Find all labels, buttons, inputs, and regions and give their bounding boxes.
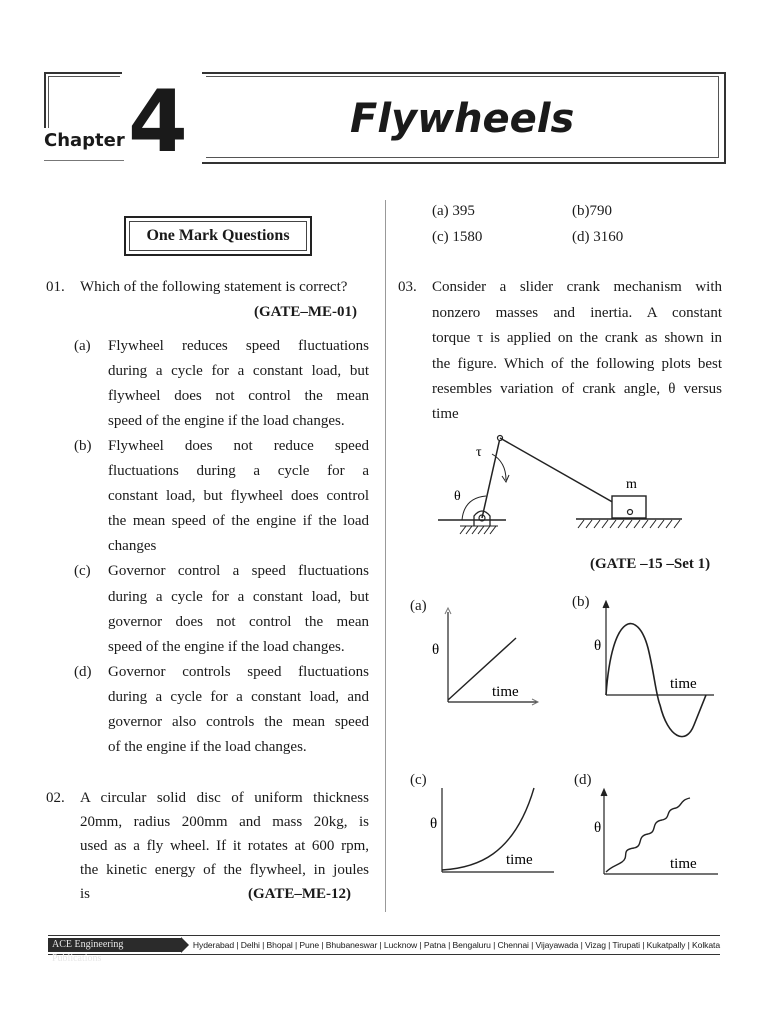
option-text: changes: [108, 538, 157, 554]
footer-arrow-icon: [181, 937, 189, 953]
header-border: [48, 76, 120, 77]
question-text: torque τ is applied on the crank as shown in: [432, 330, 722, 346]
option-text: during a cycle for a constant load, but: [108, 589, 369, 605]
option-value: 1580: [452, 229, 483, 245]
section-heading-box: [124, 216, 312, 256]
option-text: constant load, but flywheel does control: [108, 488, 369, 504]
ground-hatch: [460, 526, 498, 534]
question-text: A circular solid disc of uniform thickness: [80, 790, 369, 806]
question-text: 20mm, radius 200mm and mass 20kg, is: [80, 814, 369, 830]
plot-b: [590, 600, 720, 745]
header-border: [44, 72, 46, 128]
question-text: used as a fly wheel. If it rotates at 600 rpm,: [80, 838, 369, 854]
option-text: speed of the engine if the load changes.: [108, 639, 345, 655]
option-text: Governor control a speed fluctuations: [108, 563, 369, 579]
header-border: [44, 160, 124, 161]
option-text: during a cycle for a constant load, and: [108, 689, 369, 705]
y-axis-label: θ: [432, 642, 440, 658]
question-text: Consider a slider crank mechanism with: [432, 279, 722, 295]
option-label: (a): [74, 338, 91, 354]
option-text: Governor controls speed fluctuations: [108, 664, 369, 680]
header-border: [44, 72, 122, 74]
option-text: fluctuations during a cycle for a: [108, 463, 369, 479]
question-text: Which of the following statement is correct?: [80, 279, 348, 295]
question-number: 03.: [398, 279, 417, 295]
slider-pin: [628, 510, 633, 515]
y-axis-label: θ: [430, 816, 438, 832]
question-text: is: [80, 886, 91, 902]
option-c: [432, 229, 482, 246]
chapter-title: Flywheels: [350, 96, 575, 142]
chapter-label: Chapter: [44, 130, 125, 151]
y-axis-label: θ: [594, 638, 602, 654]
option-text: speed of the engine if the load changes.: [108, 413, 345, 429]
footer-cities: Hyderabad | Delhi | Bhopal | Pune | Bhubaneswar | Lucknow | Patna | Bengaluru | Chennai | Vijayawada | Vizag | Tirupati | Kukatpally | Kolkata: [192, 940, 720, 950]
footer-brand: ACE Engineering Publications: [48, 938, 181, 952]
footer: [48, 935, 720, 964]
option-label: (d): [74, 664, 92, 680]
tau-label: τ: [476, 445, 482, 460]
option-d: [572, 229, 623, 246]
x-axis-label: time: [670, 856, 697, 872]
question-text: the kinetic energy of the flywheel, in joules: [80, 862, 369, 878]
option-b: [572, 203, 612, 220]
section-heading: One Mark Questions: [129, 221, 307, 251]
theta-label: θ: [454, 489, 461, 504]
plot-a: [426, 606, 546, 706]
question-text: the figure. Which of the following plots best: [432, 356, 722, 372]
column-divider: [385, 200, 386, 912]
option-a: [432, 203, 475, 220]
question-text: resembles variation of crank angle, θ versus: [432, 381, 722, 397]
option-text: governor does not control the mean: [108, 614, 369, 630]
plot-label: (d): [574, 772, 592, 788]
option-text: during a cycle for a constant load, but: [108, 363, 369, 379]
chapter-number: 4: [128, 72, 188, 172]
plot-d: [590, 786, 720, 882]
option-text: Flywheel does not reduce speed: [108, 438, 369, 454]
header-border: [48, 76, 49, 128]
option-text: of the engine if the load changes.: [108, 739, 307, 755]
crank-pivot: [474, 511, 490, 526]
question-text: nonzero masses and inertia. A constant: [432, 305, 722, 321]
option-text: flywheel does not control the mean: [108, 388, 369, 404]
connecting-rod: [500, 438, 630, 512]
question-source: (GATE –15 –Set 1): [590, 556, 711, 572]
plot-c: [426, 784, 556, 880]
question-text: time: [432, 406, 459, 422]
plot-label: (b): [572, 594, 590, 610]
x-axis-label: time: [670, 676, 697, 692]
option-value: 395: [452, 203, 475, 219]
slider-crank-figure: [430, 432, 690, 542]
plot-label: (a): [410, 598, 427, 614]
slider-ground-hatch: [578, 520, 680, 528]
option-value: 790: [589, 203, 612, 219]
question-number: 01.: [46, 279, 65, 295]
plot-label: (c): [410, 772, 427, 788]
mass-label: m: [626, 477, 637, 492]
option-value: 3160: [593, 229, 624, 245]
option-label: (c): [74, 563, 91, 579]
question-number: 02.: [46, 790, 65, 806]
option-text: Flywheel reduces speed fluctuations: [108, 338, 369, 354]
option-label: (c): [432, 229, 449, 245]
option-label: (d): [572, 229, 590, 245]
x-axis-label: time: [492, 684, 519, 700]
option-label: (a): [432, 203, 449, 219]
question-source: (GATE–ME-01): [254, 304, 358, 320]
option-label: (b): [74, 438, 92, 454]
option-label: (b): [572, 203, 590, 219]
y-axis-label: θ: [594, 820, 602, 836]
option-text: governor also controls the mean speed: [108, 714, 369, 730]
crank-link: [482, 438, 500, 518]
question-source: (GATE–ME-12): [248, 886, 352, 902]
option-text: the mean speed of the engine if the load: [108, 513, 369, 529]
x-axis-label: time: [506, 852, 533, 868]
